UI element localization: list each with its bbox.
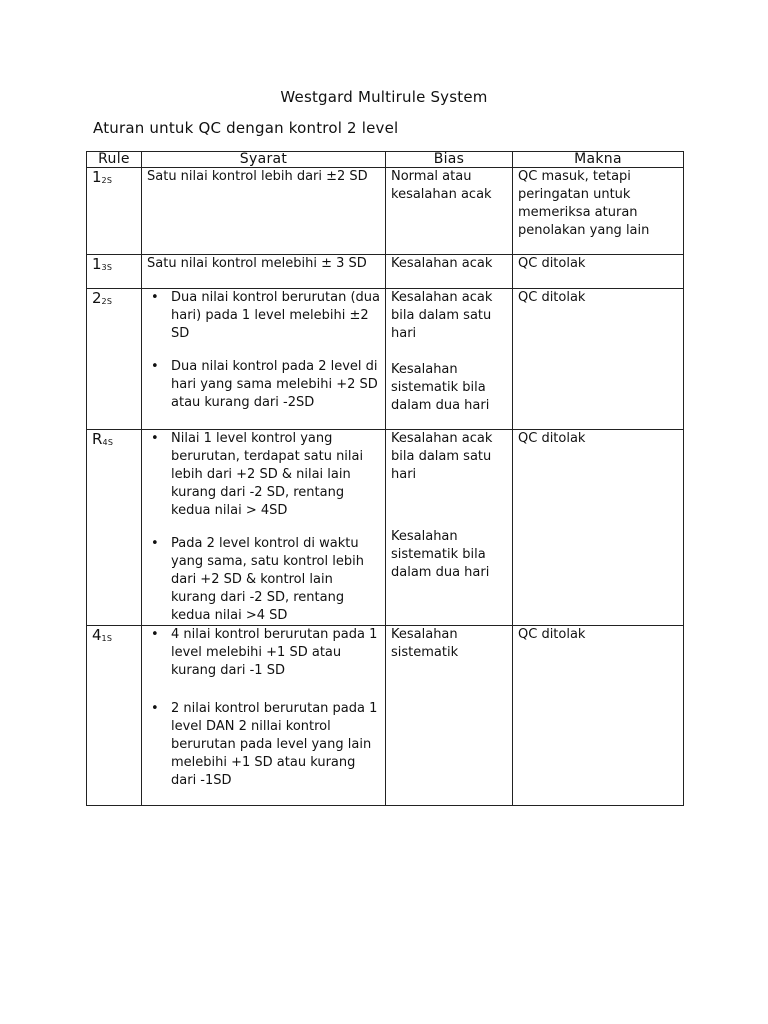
table-row <box>87 289 684 430</box>
syarat-bullet: • Dua nilai kontrol berurutan (dua hari) pada 1 level melebihi ±2 SD <box>171 289 380 343</box>
rule-symbol: 4 <box>92 626 102 644</box>
bias-cell: Normal atau kesalahan acak <box>386 168 513 255</box>
syarat-cell <box>142 430 386 626</box>
makna-cell: QC masuk, tetapi peringatan untuk memeriksa aturan penolakan yang lain <box>513 168 684 255</box>
header-makna: Makna <box>513 152 684 168</box>
bias-text: Kesalahan sistematik bila dalam dua hari <box>391 362 490 413</box>
makna-cell: QC ditolak <box>513 255 684 289</box>
table-row <box>87 168 684 255</box>
syarat-bullet: • 2 nilai kontrol berurutan pada 1 level DAN 2 nillai kontrol berurutan pada level yang lain melebihi +1 SD atau kurang dari -1SD <box>171 700 380 790</box>
rule-symbol: 2 <box>92 289 102 307</box>
rule-subscript: 2S <box>101 297 113 306</box>
rule-symbol: 1 <box>92 255 102 273</box>
syarat-bullet: • Nilai 1 level kontrol yang berurutan, terdapat satu nilai lebih dari +2 SD & nilai lain kurang dari -2 SD, rentang kedua nilai > 4SD <box>171 430 380 520</box>
table-header-row <box>87 152 684 168</box>
document-title: Westgard Multirule System <box>280 88 488 106</box>
bias-text: Kesalahan acak bila dalam satu hari <box>391 290 493 341</box>
bias-cell <box>386 289 513 430</box>
syarat-bullet: • Dua nilai kontrol pada 2 level di hari yang sama melebihi +2 SD atau kurang dari -2SD <box>171 358 380 412</box>
rule-symbol: R <box>92 430 103 448</box>
syarat-cell: Satu nilai kontrol lebih dari ±2 SD <box>142 168 386 255</box>
table-row <box>87 255 684 289</box>
syarat-cell <box>142 289 386 430</box>
rule-cell <box>87 430 142 626</box>
table-row <box>87 626 684 806</box>
makna-cell: QC ditolak <box>513 289 684 430</box>
syarat-bullet: • Pada 2 level kontrol di waktu yang sama, satu kontrol lebih dari +2 SD & kontrol lain kurang dari -2 SD, rentang kedua nilai >4 SD <box>171 535 380 625</box>
syarat-bullet-list <box>147 626 380 790</box>
syarat-bullet-list <box>147 289 380 412</box>
makna-cell: QC ditolak <box>513 430 684 626</box>
syarat-bullet-list <box>147 430 380 625</box>
bias-text: Kesalahan sistematik bila dalam dua hari <box>391 529 490 580</box>
rule-cell <box>87 255 142 289</box>
makna-cell: QC ditolak <box>513 626 684 806</box>
rule-cell <box>87 289 142 430</box>
header-syarat: Syarat <box>142 152 386 168</box>
bias-cell: Kesalahan sistematik <box>386 626 513 806</box>
rule-subscript: 2S <box>101 176 113 185</box>
header-bias: Bias <box>386 152 513 168</box>
syarat-cell <box>142 626 386 806</box>
bias-text: Kesalahan acak bila dalam satu hari <box>391 431 493 482</box>
rule-cell <box>87 168 142 255</box>
rule-subscript: 4S <box>102 438 114 447</box>
syarat-cell: Satu nilai kontrol melebihi ± 3 SD <box>142 255 386 289</box>
bias-cell: Kesalahan acak <box>386 255 513 289</box>
westgard-rules-table <box>86 151 684 806</box>
syarat-bullet: • 4 nilai kontrol berurutan pada 1 level melebihi +1 SD atau kurang dari -1 SD <box>171 626 380 680</box>
rule-cell <box>87 626 142 806</box>
rule-subscript: 1S <box>101 634 113 643</box>
table-row <box>87 430 684 626</box>
document-subtitle: Aturan untuk QC dengan kontrol 2 level <box>93 119 399 137</box>
bias-cell <box>386 430 513 626</box>
rule-subscript: 3S <box>101 263 113 272</box>
rule-symbol: 1 <box>92 168 102 186</box>
header-rule: Rule <box>87 152 142 168</box>
